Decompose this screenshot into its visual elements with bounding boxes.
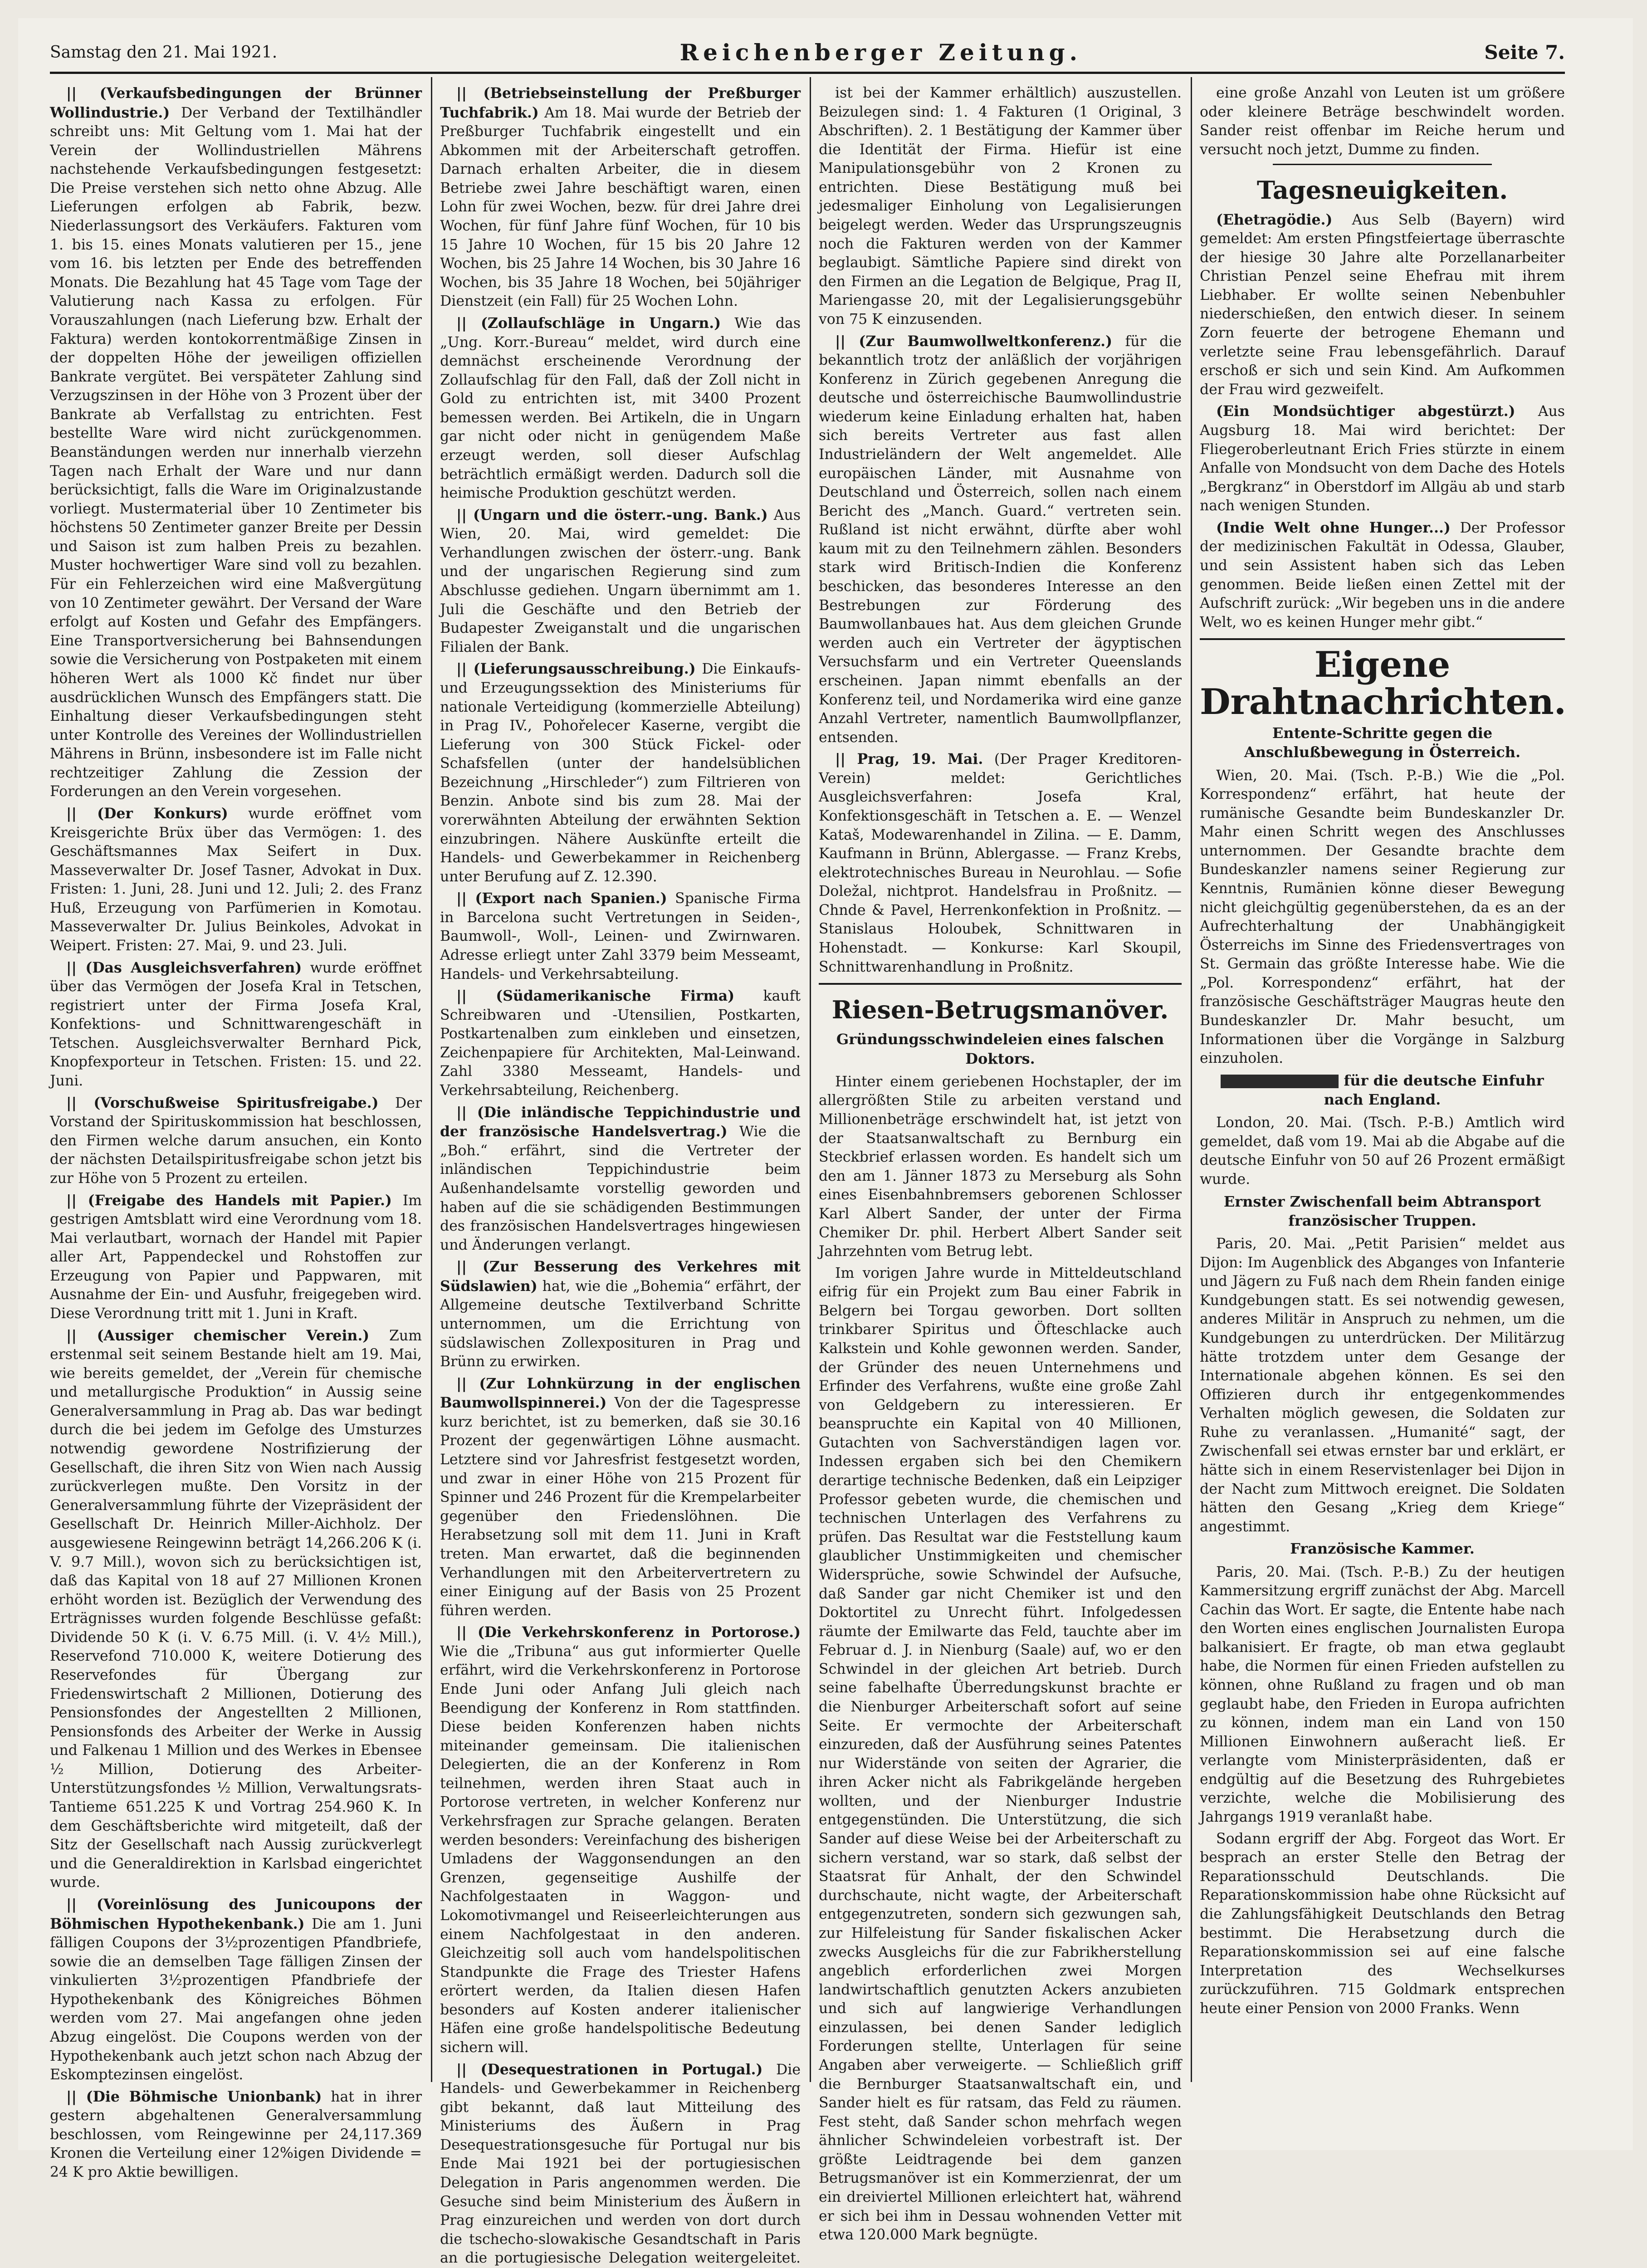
news-item-heading: || (Die Böhmische Unionbank): [66, 2088, 322, 2105]
news-subhead: Französische Kammer.: [1290, 1540, 1475, 1558]
article-paragraph: Im vorigen Jahre wurde in Mitteldeutschland eifrig für ein Projekt zum Bau einer Fabrik in Belgern bei Torgau geworben. Dort sollten trinkbarer Spiritus und Öfteschlacke auch Kalkstein und Kohle gewonnen werden. Sander, der Gründer des neuen Unternehmens und Erfinder des Verfahrens, wußte eine große Zahl von Geldgebern zu interessieren. Er beanspruchte ein Kapital von 40 Millionen, Gutachten von Sachverständigen lagen vor. Indessen ergaben sich bei den Chemikern derartige technische Bedenken, daß ein Leipziger Professor gebeten wurde, die chemischen und technischen Unterlagen des Verfahrens zu prüfen. Das Resultat war die Feststellung kaum glaublicher Unstimmigkeiten und chemischer Widersprüche, sowie Schwindel der Aufsuche, daß Sander gar nicht Chemiker ist und den Doktortitel zu Unrecht führt. Infolgedessen räumte der Emilwarte das Feld, tauchte aber im Februar d. J. in Nienburg (Saale) auf, wo er den Schwindel in der gleichen Art betrieb. Durch seine fabelhafte Überredungskunst brachte er die Nienburger Arbeiterschaft sofort auf seine Seite. Er vermochte der Arbeiterschaft einzureden, daß der Ausführung seines Patentes nur Widerstände von seiten der Agrarier, die ihren Acker nicht als Fabrikgelände hergeben wollten, und der Nienburger Industrie entgegenstünden. Die Unterstützung, die sich Sander auf diese Weise bei der Arbeiterschaft zu sichern verstand, war so stark, daß selbst der Staatsrat für Anhalt, der den Schwindel durchschaute, nicht wagte, der Arbeiterschaft entgegenzutreten, sondern sich gezwungen sah, zur Hilfeleistung für Sander fiskalischen Acker zwecks Ausgleichs für die zur Fabrikherstellung angeblich erforderlichen zwei Morgen landwirtschaftlich genutzten Ackers anzubieten und sich auf langwierige Verhandlungen einzulassen, bei denen Sander lediglich Forderungen stellte, Unterlagen für seine Angaben aber verweigerte. — Schließlich griff die Bernburger Staatsanwaltschaft ein, und Sander hielt es für ratsam, das Feld zu räumen. Fest steht, daß Sander schon mehrfach wegen ähnlicher Schwindeleien vorbestraft ist. Der größte Leidtragende bei dem ganzen Betrugsmanöver ist ein Kommerzienrat, der um ein dreiviertel Millionen erleichtert hat, während er sich bei ihm in Dessau wohnenden Vetter mit etwa 120.000 Mark begnügte.: [819, 1265, 1182, 2244]
news-item: [50, 2087, 422, 2182]
news-item-text: Am 18. Mai wurde der Betrieb der Preßburger Tuchfabrik eingestellt und ein Abkommen mit der Arbeiterschaft getroffen. Darnach erhalten Arbeiter, die in diesem Betriebe zwei Jahre beschäftigt waren, einen Lohn für zwei Wochen, bezw. für drei Jahre drei Wochen, für fünf Jahre fünf Wochen, für 10 bis 15 Jahre 10 Wochen, für 15 bis 20 Jahre 12 Wochen, bis 25 Jahre 14 Wochen, bis 30 Jahre 16 Wochen, bis 35 Jahre 18 Wochen, bei 50jähriger Dienstzeit (ein Fall) für 25 Wochen Lohn.: [440, 104, 801, 310]
news-item: [819, 750, 1182, 977]
news-item: [440, 84, 801, 311]
news-item: [440, 2060, 801, 2268]
news-paragraph: London, 20. Mai. (Tsch. P.-B.) Amtlich wird gemeldet, daß vom 19. Mai ab die Abgabe auf die deutsche Einfuhr von 50 auf 26 Prozent ermäßigt wurde.: [1200, 1114, 1565, 1188]
news-paragraph: Sodann ergriff der Abg. Forgeot das Wort. Er besprach an erster Stelle den Betrag der Reparationsschuld Deutschlands. Die Reparationskommission habe ohne Rücksicht auf die Zahlungsfähigkeit Deutschlands den Betrag bestimmt. Die Herabsetzung durch die Reparationskommission sei auf eine falsche Interpretation des Wechselkurses zurückzuführen. 715 Goldmark entsprechen heute einer Pension von 2000 Franks. Wenn: [1200, 1830, 1565, 2017]
news-item-text: Von der die Tagespresse kurz berichtet, ist zu bemerken, daß sie 30.16 Prozent der gegenwärtigen Löhne ausmacht. Letztere sind vor Jahresfrist festgesetzt worden, und zwar in einer Höhe von 215 Prozent für Spinner und 246 Prozent für die Krempelarbeiter gegenüber den Friedenslöhnen. Die Herabsetzung soll mit dem 11. Juni in Kraft treten. Man erwartet, daß die beginnenden Verhandlungen mit den Arbeitervertretern zu einer Einigung auf der Basis von 25 Prozent führen werden.: [440, 1395, 801, 1619]
page-number: Seite 7.: [1484, 41, 1565, 64]
column-2: [440, 84, 801, 2267]
news-item: [50, 1326, 422, 1892]
news-item: [50, 84, 422, 802]
masthead: [50, 36, 1565, 68]
news-item: [440, 1257, 801, 1371]
news-item: [50, 1895, 422, 2085]
news-subhead: Ernster Zwischenfall beim Abtransport französischer Truppen.: [1223, 1193, 1541, 1229]
column-4: [1200, 84, 1565, 2084]
news-item-heading: || Prag, 19. Mai.: [835, 751, 983, 768]
news-item-text: Der Professor der medizinischen Fakultät in Odessa, Glauber, und sein Assistent haben sich das Leben genommen. Beide ließen einen Zettel mit der Aufschrift zurück: „Wir begeben uns in die andere Welt, wo es keinen Hunger mehr gibt.“: [1200, 519, 1565, 631]
news-item: [50, 804, 422, 956]
news-item: [50, 958, 422, 1091]
newspaper-name: Reichenberger Zeitung.: [679, 39, 1082, 66]
news-item-heading: || (Der Konkurs): [66, 805, 228, 822]
article-title: Riesen-Betrugsmanöver.: [831, 995, 1169, 1025]
news-item-heading: || (Zur Lohnkürzung in der englischen Baumwollspinnerei.): [440, 1375, 801, 1412]
news-item-heading: || (Betriebseinstellung der Preßburger Tuchfabrik.): [440, 85, 801, 121]
section-title-tagesneuigkeiten: Tagesneuigkeiten.: [1256, 176, 1508, 205]
news-item-text: Aus Augsburg 18. Mai wird berichtet: Der Fliegeroberleutnant Erich Fries stürzte in einem Anfalle von Mondsucht von dem Dache des Hotels „Bergkranz“ in Oberstdorf im Allgäu ab und starb nach wenigen Stunden.: [1200, 403, 1565, 514]
news-item-heading: (Indie Welt ohne Hunger...): [1216, 519, 1451, 536]
news-paragraph: Paris, 20. Mai. „Petit Parisien“ meldet aus Dijon: Im Augenblick des Abganges von Infanterie und Jägern zu Fuß nach dem Rhein fanden einige Kundgebungen statt. Es sei notwendig gewesen, anderes Militär in Anspruch zu nehmen, um die Kundgebungen zu unterdrücken. Der Militärzug hätte trotzdem unter dem Gesange der Internationale abgehen können. Es sei den Offizieren durch ihr entgegenkommendes Verhalten möglich gewesen, die Soldaten zur Ruhe zu veranlassen. „Humanité“ sagt, der Zwischenfall sei etwas ernster bar und erklärt, er hätte sich in einem Reservistenlager bei Dijon in der Nacht zum Mittwoch ereignet. Die Soldaten hätten den Gesang „Krieg dem Kriege“ angestimmt.: [1200, 1236, 1565, 1535]
news-item: [819, 332, 1182, 748]
news-item-text: Wie das „Ung. Korr.-Bureau“ meldet, wird durch eine demnächst erscheinende Verordnung der Zollaufschlag für den Fall, daß der Zoll nicht in Gold zu entrichten ist, mit 3400 Prozent bemessen werden. Bei Artikeln, die in Ungarn gar nicht oder nicht in genügendem Maße erzeugt werden, soll dieser Aufschlag beträchtlich ermäßigt werden. Dadurch soll die heimische Produktion geschützt werden.: [440, 315, 801, 502]
news-item-text: Spanische Firma in Barcelona sucht Vertretungen in Seiden-, Baumwoll-, Woll-, Leinen- und Zwirnwaren. Adresse erliegt unter Zahl 3379 beim Messeamt, Handels- und Verkehrsabteilung.: [440, 890, 801, 982]
news-item: [50, 1191, 422, 1324]
news-item-heading: || (Die inländische Teppichindustrie und der französische Handelsvertrag.): [440, 1104, 801, 1140]
header-rule: [50, 72, 1565, 74]
news-item: [440, 1623, 801, 2057]
news-item-heading: || (Desequestrationen in Portugal.): [456, 2061, 763, 2078]
news-item-heading: (Ein Mondsüchtiger abgestürzt.): [1216, 403, 1515, 420]
issue-date: Samstag den 21. Mai 1921.: [50, 43, 278, 62]
news-item-text: Die Handels- und Gewerbekammer in Reichenberg gibt bekannt, daß laut Mitteilung des Ministeriums des Äußern in Prag Desequestrationsgesuche für Portugal nur bis Ende Mai 1921 bei der portugiesischen Delegation in Paris angenommen werden. Die Gesuche sind beim Ministerium des Äußern in Prag einzureichen und werden von dort durch die tschecho-slowakische Gesandtschaft in Paris an die portugiesische Delegation weitergeleitet.: [440, 2061, 801, 2267]
column-1: [50, 84, 422, 2181]
news-item-text: ist bei der Kammer erhältlich) auszustellen. Beizulegen sind: 1. 4 Fakturen (1 Original, 3 Abschriften). 2. 1 Bestätigung der Kammer über die Identität der Firma. Hiefür ist eine Manipulationsgebühr von 2 Kronen zu entrichten. Diese Bestätigung muß bei jedesmaliger Einholung von Legalisierungen beigelegt werden. Weder das Ursprungszeugnis noch die Fakturen werden von der Kammer beglaubigt. Sämtliche Papiere sind direkt von den Firmen an die Legation de Belgique, Prag II, Mariengasse 20, mit der Legalisierungsgebühr von 75 K einzusenden.: [819, 85, 1182, 327]
tagesneuigkeiten-items: [1200, 210, 1565, 632]
article-continuation: eine große Anzahl von Leuten ist um größere oder kleinere Beträge beschwindelt worden. Sander reist offenbar im Reiche herum und versucht noch jetzt, Dumme zu finden.: [1200, 85, 1565, 158]
news-paragraph: Wien, 20. Mai. (Tsch. P.-B.) Wie die „Pol. Korrespondenz“ erfährt, hat heute der rumänische Gesandte beim Bundeskanzler Dr. Mahr einen Schritt wegen des Anschlusses unternommen. Der Gesandte brachte dem Bundeskanzler namens seiner Regierung zur Kenntnis, Rumänien könne dieser Bewegung nicht gleichgültig gegenüberstehen, da es an der Aufrechterhaltung der Unabhängigkeit Österreichs im Sinne des Friedensvertrages von St. Germain das größte Interesse habe. Wie die „Pol. Korrespondenz“ erfährt, hat der französische Geschäftsträger Maugras heute den Bundeskanzler Dr. Mahr besucht, um Informationen über die Vorgänge in Salzburg einzuholen.: [1200, 767, 1565, 1067]
news-item-heading: || (Zollaufschläge in Ungarn.): [456, 314, 721, 332]
news-item-heading: || (Die Verkehrskonferenz in Portorose.): [456, 1624, 801, 1641]
column-rule: [431, 77, 432, 2082]
news-item-heading: || (Das Ausgleichsverfahren): [66, 959, 302, 976]
news-item-text: Der Vorstand der Spirituskommission hat beschlossen, den Firmen welche darum ansuchen, ein Konto der nächsten Detailspiritusfreigabe schon jetzt bis zur Höhe von 5 Prozent zu erteilen.: [50, 1095, 422, 1187]
news-item: [1200, 518, 1565, 632]
news-item-heading: (Ehetragödie.): [1216, 211, 1333, 228]
news-item: [1200, 210, 1565, 400]
section-title-drahtnachrichten: Eigene Drahtnachrichten.: [1200, 644, 1566, 723]
news-item-text: Aus Wien, 20. Mai, wird gemeldet: Die Verhandlungen zwischen der österr.-ung. Bank und der ungarischen Regierung sind zum Abschlusse gediehen. Ungarn übernimmt am 1. Juli die Geschäfte und den Betrieb der Budapester Zweiganstalt und die ungarischen Filialen der Bank.: [440, 507, 801, 655]
news-item-text: Im gestrigen Amtsblatt wird eine Verordnung vom 18. Mai verlautbart, wornach der Handel mit Papier aller Art, Pappendeckel und Rohstoffen zur Erzeugung von Papier und Pappwaren, mit Ausnahme der Ein- und Ausfuhr, freigegeben wird. Diese Verordnung tritt mit 1. Juni in Kraft.: [50, 1192, 422, 1322]
news-item-heading: || (Zur Baumwollweltkonferenz.): [835, 332, 1112, 350]
news-item: [440, 314, 801, 503]
news-item-text: Wie die „Tribuna“ aus gut informierter Quelle erfährt, wird die Verkehrskonferenz in Portorose Ende Juni oder Anfang Juli gleich nach Beendigung der Konferenz in Rom stattfinden. Diese beiden Konferenzen haben nichts miteinander gemeinsam. Die italienischen Delegierten, die an der Konferenz in Rom teilnehmen, werden ihren Staat auch in Portorose vertreten, in welcher Konferenz nur Verkehrsfragen zur Sprache gelangen. Beraten werden besonders: Vereinfachung des bisherigen Umladens der Waggonsendungen an den Grenzen, gegenseitige Aushilfe der Nachfolgestaaten in Waggon- und Lokomotivmangel und Reiseerleichterungen aus einem Nachfolgestaat in den anderen. Gleichzeitig soll auch vom handelspolitischen Standpunkte die Frage des Triester Hafens erörtert werden, da Italien diesen Hafen besonders auf Kosten anderer italienischer Häfen eine große handelspolitische Bedeutung sichern will.: [440, 1643, 801, 2056]
news-item-heading: || (Voreinlösung des Junicoupons der Böhmischen Hypothekenbank.): [50, 1896, 422, 1932]
news-paragraph: Paris, 20. Mai. (Tsch. P.-B.) Zu der heutigen Kammersitzung ergriff zunächst der Abg. Marcell Cachin das Wort. Er sagte, die Entente habe nach den Worten eines englischen Journalisten Europa balkanisiert. Er fragte, ob man etwa geglaubt habe, die Normen für einen Frieden aufstellen zu können, ohne Rußland zu fragen und ob man geglaubt habe, den Frieden in Europa aufrichten zu können, indem man ein Land von 150 Millionen Einwohnern außeracht ließ. Er verlangte vom Ministerpräsidenten, daß er endgültig auf die Besetzung des Ruhrgebietes verzichte, welche die Mobilisierung des Jahrgangs 1919 veranlaßt habe.: [1200, 1564, 1565, 1826]
news-item-text: Der Verband der Textilhändler schreibt uns: Mit Geltung vom 1. Mai hat der Verein der Wollindustriellen Mährens nachstehende Verkaufsbedingungen festgesetzt: Die Preise verstehen sich netto ohne Abzug. Alle Lieferungen erfolgen ab Fabrik, bezw. Niederlassungsort des Verkäufers. Fakturen vom 1. bis 15. eines Monats valutieren per 15., jene vom 16. bis letzten per Ende des betreffenden Monats. Die Bezahlung hat 45 Tage vom Tage der Valutierung nach Kassa zu erfolgen. Für Vorauszahlungen (nach Lieferung bzw. Erhalt der Faktura) werden kontokorrentmäßige Zinsen in der doppelten Höhe der jeweiligen offiziellen Bankrate vergütet. Bei verspäteter Zahlung sind Verzugszinsen in der Höhe von 3 Prozent über der Bankrate ab Verfallstag zu entrichten. Fest bestellte Ware wird nicht zurückgenommen. Beanständungen werden nur innerhalb vierzehn Tagen nach Erhalt der Ware und nur dann berücksichtigt, falls die Ware im Originalzustande vorliegt. Mustermaterial über 10 Zentimeter bis höchstens 50 Zentimeter ganzer Breite per Dessin und Saison ist zum halben Preis zu bezahlen. Muster hochwertiger Ware sind voll zu bezahlen. Für ein Fehlerzeichen wird eine Maßvergütung von 10 Zentimeter gewährt. Der Versand der Ware erfolgt auf Kosten und Gefahr des Empfängers. Eine Transportversicherung bei Bahnsendungen sowie die Versicherung von Postpaketen mit einem höheren Wert als 1000 Kč findet nur über ausdrücklichen Wunsch des Empfängers statt. Die Einhaltung dieser Verkaufsbedingungen steht unter Kontrolle des Vereines der Wollindustriellen Mährens in Brünn, insbesondere ist im Falle nicht rechtzeitiger Zahlung die Zession der Forderungen an den Verein vorgesehen.: [50, 104, 422, 800]
news-item-heading: || (Aussiger chemischer Verein.): [66, 1327, 370, 1344]
news-item-heading: || (Vorschußweise Spiritusfreigabe.): [66, 1094, 379, 1111]
column-3: [819, 84, 1182, 2244]
section-rule: [819, 983, 1182, 985]
news-subhead: [1200, 1071, 1565, 1109]
article-paragraph: Hinter einem geriebenen Hochstapler, der im allergrößten Stile zu arbeiten verstand und Millionenbeträge erschwindelt hat, ist jetzt von der Staatsanwaltschaft zu Bernburg ein Steckbrief erlassen worden. Es handelt sich um den am 1. Jänner 1873 zu Merseburg als Sohn eines Eisenbahnbremsers geborenen Schlosser Karl Albert Sander, der unter der Firma Chemiker Dr. phil. Herbert Albert Sander seit Jahrzehnten vom Betrug lebt.: [819, 1073, 1182, 1260]
news-item-text: (Der Prager Kreditoren-Verein) meldet: Gerichtliches Ausgleichsverfahren: Josefa Kral, Konfektionsgeschäft in Tetschen a. E. — Wenzel Kataš, Modewarenhandel in Zilina. — E. Damm, Kaufmann in Brünn, Ablergasse. — Franz Krebs, elektrotechnisches Bureau in Neurohlau. — Sofie Doležal, nichtprot. Handelsfrau in Proßnitz. — Chnde & Pavel, Herrenkonfektion in Proßnitz. — Stanislaus Holoubek, Schnittwaren in Hohenstadt. — Konkurse: Karl Skoupil, Schnittwarenhandlung in Proßnitz.: [819, 751, 1182, 975]
news-item-text: wurde eröffnet vom Kreisgerichte Brüx über das Vermögen: 1. des Geschäftsmannes Max Seifert in Dux. Masseverwalter Dr. Josef Tasner, Advokat in Dux. Fristen: 1. Juni, 28. Juni und 12. Juli; 2. des Franz Huß, Erzeugung von Parfümerien in Komotau. Masseverwalter Dr. Julius Beinkoles, Advokat in Weipert. Fristen: 27. Mai, 9. und 23. Juli.: [50, 805, 422, 954]
news-item-text: Die am 1. Juni fälligen Coupons der 3½prozentigen Pfandbriefe, sowie die an demselben Tage fälligen Zinsen der vinkulierten 3½prozentigen Pfandbriefe der Hypothekenbank des Königreiches Böhmen werden vom 27. Mai angefangen ohne jeden Abzug eingelöst. Die Coupons werden von der Hypothekenbank auch jetzt schon nach Abzug der Eskomptezinsen eingelöst.: [50, 1916, 422, 2083]
news-item: [440, 660, 801, 886]
ink-blot: [1221, 1075, 1339, 1088]
news-item-text: für die bekanntlich trotz der anläßlich der vorjährigen Konferenz in Zürich gegebenen Anregung die deutsche und österreichische Baumwollindustrie wiederum keine Einladung erhalten hat, haben sich bereits Vertreter aus fast allen Industrieländern der Welt angemeldet. Alle europäischen Länder, mit Ausnahme von Deutschland und Österreich, sollen nach einem Bericht des „Manch. Guard.“ vertreten sein. Rußland ist nicht erwähnt, dürfte aber wohl kaum mit zu den Teilnehmern zählen. Besonders stark wird Britisch-Indien die Konferenz beschicken, das besonderes Interesse an den Bestrebungen zur Förderung des Baumwollanbaues hat. Aus dem gleichen Grunde werden auch ein Vertreter der ägyptischen Versuchsfarm und ein Vertreter Queenslands erscheinen. Japan nimmt ebenfalls an der Konferenz teil, und Nordamerika wird eine ganze Anzahl Vertreter, namentlich Baumwollpflanzer, entsenden.: [819, 333, 1182, 746]
news-item-text: hat, wie die „Bohemia“ erfährt, der Allgemeine deutsche Textilverband Schritte unternommen, um die Errichtung von südslawischen Zollexposituren in Prag und Brünn zu erwirken.: [440, 1278, 801, 1370]
section-rule: [1200, 638, 1565, 640]
news-item-text: Aus Selb (Bayern) wird gemeldet: Am ersten Pfingstfeiertage überraschte der hiesige 30 Jahre alte Porzellanarbeiter Christian Penzel seine Ehefrau mit ihrem Liebhaber. Er wollte seinen Nebenbuhler niederschießen, den entwich dieser. In seinem Zorn feuerte der betrogene Ehemann und verletzte seine Frau lebensgefährlich. Darauf erschoß er sich und sein Kind. Am Aufkommen der Frau wird gezweifelt.: [1200, 211, 1565, 398]
news-item-text: Wie die „Boh.“ erfährt, sind die Vertreter der inländischen Teppichindustrie beim Außenhandelsamte vorstellig geworden und haben auf die sie schädigenden Bestimmungen des französischen Handelsvertrages hingewiesen und Änderungen verlangt.: [440, 1124, 801, 1253]
news-item-heading: || (Südamerikanische Firma): [456, 987, 735, 1005]
news-item-heading: || (Verkaufsbedingungen der Brünner Wollindustrie.): [50, 85, 422, 121]
column-rule: [1191, 77, 1192, 2082]
column-3-notices: [819, 84, 1182, 977]
news-item: [50, 1094, 422, 1188]
news-item: [440, 889, 801, 984]
article-subtitle: Gründungsschwindeleien eines falschen Doktors.: [836, 1031, 1164, 1067]
news-item: [440, 506, 801, 657]
news-item: [1200, 402, 1565, 515]
news-item-text: hat in ihrer gestern abgehaltenen Generalversammlung beschlossen, vom Reingewinne per 24,117.369 Kronen die Verteilung einer 12%igen Dividende = 24 K pro Aktie bewilligen.: [50, 2088, 422, 2181]
news-item: [440, 1103, 801, 1255]
news-item-text: Die Einkaufs- und Erzeugungssektion des Ministeriums für nationale Verteidigung (kommerzielle Abteilung) in Prag IV., Pohořelecer Kaserne, vergibt die Lieferung von 300 Stück Fickel- oder Schafsfellen (unter der handelsüblichen Bezeichnung „Hirschleder“) zum Filtrieren von Benzin. Anbote sind bis zum 28. Mai der vorerwähnten Abteilung der erwähnten Sektion einzubringen. Nähere Auskünfte erteilt die Handels- und Gewerbekammer in Reichenberg unter Berufung auf Z. 12.390.: [440, 661, 801, 885]
news-item: [440, 987, 801, 1100]
news-item-heading: || (Lieferungsausschreibung.): [456, 660, 696, 678]
news-item-heading: || (Zur Besserung des Verkehres mit Südslawien): [440, 1258, 801, 1295]
news-subhead-text: für die deutsche Einfuhr nach England.: [1324, 1071, 1544, 1109]
news-item-text: wurde eröffnet über das Vermögen der Josefa Kral in Tetschen, registriert unter der Firma Josefa Kral, Konfektions- und Schnittwarengeschäft in Tetschen. Ausgleichsverwalter Bernhard Pick, Knopfexporteur in Tetschen. Fristen: 15. und 22. Juni.: [50, 959, 422, 1090]
news-item: [819, 84, 1182, 329]
news-item-text: kauft Schreibwaren und -Utensilien, Postkarten, Postkartenalben zum einkleben und einsetzen, Zeichenpapiere für Architekten, Mal-Leinwand. Zahl 3380 Messeamt, Handels- und Verkehrsabteilung, Reichenberg.: [440, 988, 801, 1099]
news-item-heading: || (Freigabe des Handels mit Papier.): [66, 1192, 392, 1209]
section-rule: [1273, 164, 1492, 165]
news-item-heading: || (Ungarn und die österr.-ung. Bank.): [456, 506, 768, 523]
news-item-heading: || (Export nach Spanien.): [456, 890, 667, 907]
news-item-text: Zum erstenmal seit seinem Bestande hielt am 19. Mai, wie bereits gemeldet, der „Verein für chemische und metallurgische Produktion“ in Aussig seine Generalversammlung in Prag ab. Das war bedingt durch die bei jedem im Gefolge des Umsturzes notwendig gewordene Nostrifizierung der Gesellschaft, die ihren Sitz von Wien nach Aussig zurückverlegen mußte. Den Vorsitz in der Generalversammlung führte der Vizepräsident der Gesellschaft Dr. Heinrich Miller-Aichholz. Der ausgewiesene Reingewinn beträgt 14,266.206 K (i. V. 9.7 Mill.), wovon sich zu berücksichtigen ist, daß das Kapital von 18 auf 27 Millionen Kronen erhöht worden ist. Bezüglich der Verwendung des Erträgnisses wurden folgende Beschlüsse gefaßt: Dividende 50 K (i. V. 6.75 Mill. (i. V. 4½ Mill.), Reservefond 710.000 K, weitere Dotierung des Reservefondes für Übergang zur Friedenswirtschaft 2 Millionen, Dotierung des Pensionsfondes der Angestellten 2 Millionen, Pensionsfonds des Arbeiter der Werke in Aussig und Falkenau 1 Million und des Werkes in Ebensee ½ Million, Dotierung des Arbeiter-Unterstützungsfondes ½ Million, Verwaltungsrats-Tantieme 651.225 K und Vortrag 254.960 K. In dem Geschäftsberichte wird mitgeteilt, daß der Sitz der Gesellschaft nach Aussig zurückverlegt und die Generaldirektion in Karlsbad eingerichtet wurde.: [50, 1327, 422, 1891]
news-item: [440, 1374, 801, 1621]
news-subhead: Entente-Schritte gegen die Anschlußbewegung in Österreich.: [1244, 724, 1521, 761]
column-rule: [810, 77, 811, 2082]
